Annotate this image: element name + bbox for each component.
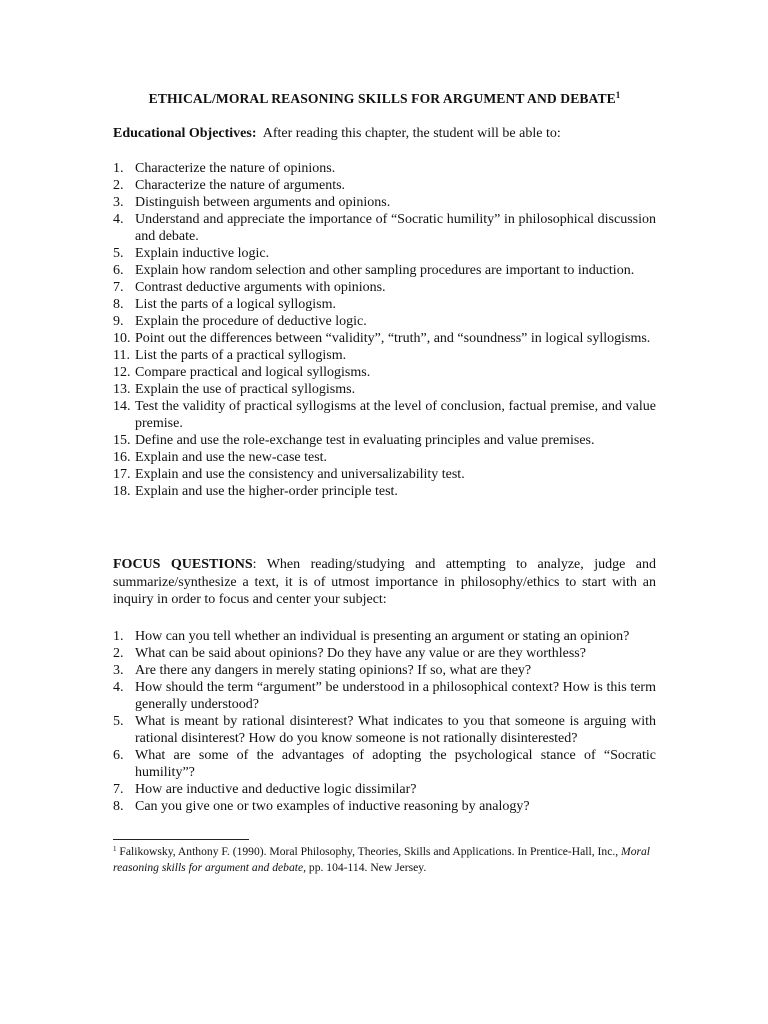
- list-item-text: Explain and use the consistency and universalizability test.: [135, 467, 465, 482]
- questions-list: [113, 628, 656, 815]
- list-item-text: Characterize the nature of opinions.: [135, 161, 336, 176]
- objective-item: [113, 466, 656, 483]
- page-title: [113, 91, 656, 107]
- question-item: [113, 628, 656, 645]
- list-item-number: 4.: [113, 212, 124, 227]
- list-item-text: List the parts of a logical syllogism.: [135, 297, 337, 312]
- objective-item: [113, 262, 656, 279]
- objective-item: [113, 364, 656, 381]
- list-item-number: 12.: [113, 365, 131, 380]
- list-item-text: What is meant by rational disinterest? What indicates to you that someone is arguing with rational disinterest? How do you know someone is not rationally disinterested?: [135, 714, 656, 746]
- list-item-number: 1.: [113, 161, 124, 176]
- list-item-text: Explain and use the higher-order principle test.: [135, 484, 398, 499]
- list-item-text: Test the validity of practical syllogisms at the level of conclusion, factual premise, and value premise.: [135, 399, 656, 431]
- list-item-number: 4.: [113, 680, 124, 695]
- list-item-number: 8.: [113, 799, 124, 814]
- list-item-number: 8.: [113, 297, 124, 312]
- list-item-number: 7.: [113, 280, 124, 295]
- objective-item: [113, 449, 656, 466]
- list-item-text: Point out the differences between “validity”, “truth”, and “soundness” in logical syllogisms.: [135, 331, 651, 346]
- objective-item: [113, 279, 656, 296]
- question-item: [113, 662, 656, 679]
- list-item-text: Explain inductive logic.: [135, 246, 270, 261]
- list-item-text: How are inductive and deductive logic dissimilar?: [135, 782, 417, 797]
- list-item-text: Explain how random selection and other sampling procedures are important to induction.: [135, 263, 635, 278]
- objective-item: [113, 432, 656, 449]
- list-item-number: 3.: [113, 663, 124, 678]
- list-item-text: List the parts of a practical syllogism.: [135, 348, 347, 363]
- list-item-number: 5.: [113, 714, 124, 729]
- list-item-number: 7.: [113, 782, 124, 797]
- question-item: [113, 747, 656, 781]
- list-item-number: 14.: [113, 399, 131, 414]
- objective-item: [113, 211, 656, 245]
- list-item-text: How can you tell whether an individual is presenting an argument or stating an opinion?: [135, 629, 630, 644]
- objective-item: [113, 296, 656, 313]
- list-item-number: 18.: [113, 484, 131, 499]
- footnote-mark: 1: [113, 845, 117, 853]
- objective-item: [113, 177, 656, 194]
- list-item-number: 6.: [113, 263, 124, 278]
- list-item-text: Distinguish between arguments and opinions.: [135, 195, 391, 210]
- title-text: ETHICAL/MORAL REASONING SKILLS FOR ARGUMENT AND DEBATE: [148, 91, 616, 106]
- list-item-number: 13.: [113, 382, 131, 397]
- title-footnote-mark: 1: [615, 90, 621, 100]
- question-item: [113, 645, 656, 662]
- question-item: [113, 713, 656, 747]
- list-item-text: Define and use the role-exchange test in evaluating principles and value premises.: [135, 433, 595, 448]
- list-item-number: 1.: [113, 629, 124, 644]
- objectives-label: Educational Objectives:: [113, 126, 257, 141]
- footnote-text-after: pp. 104-114. New Jersey.: [306, 861, 427, 874]
- footnote: [113, 844, 656, 876]
- footnote-divider: [113, 839, 249, 840]
- objective-item: [113, 347, 656, 364]
- footnote-text: Falikowsky, Anthony F. (1990). Moral Philosophy, Theories, Skills and Applications. In Prentice-Hall, Inc.,: [119, 845, 622, 858]
- list-item-number: 15.: [113, 433, 131, 448]
- focus-intro-text: : When reading/studying and attempting to analyze, judge and summarize/synthesize a text, it is of utmost importance in philosophy/ethics to start with an inquiry in order to focus and center your subject:: [113, 557, 656, 607]
- focus-questions-intro: [113, 556, 656, 609]
- list-item-text: What are some of the advantages of adopting the psychological stance of “Socratic humility”?: [135, 748, 656, 780]
- list-item-text: Explain the use of practical syllogisms.: [135, 382, 356, 397]
- list-item-number: 9.: [113, 314, 124, 329]
- objectives-heading: [113, 126, 656, 142]
- list-item-number: 16.: [113, 450, 131, 465]
- list-item-text: What can be said about opinions? Do they have any value or are they worthless?: [135, 646, 586, 661]
- list-item-number: 10.: [113, 331, 131, 346]
- objectives-intro: After reading this chapter, the student will be able to:: [262, 126, 561, 141]
- objective-item: [113, 245, 656, 262]
- objective-item: [113, 194, 656, 211]
- focus-label: FOCUS QUESTIONS: [113, 557, 253, 572]
- list-item-number: 5.: [113, 246, 124, 261]
- list-item-text: Can you give one or two examples of inductive reasoning by analogy?: [135, 799, 530, 814]
- question-item: [113, 781, 656, 798]
- list-item-text: How should the term “argument” be understood in a philosophical context? How is this term generally understood?: [135, 680, 656, 712]
- list-item-text: Understand and appreciate the importance of “Socratic humility” in philosophical discussion and debate.: [135, 212, 656, 244]
- objective-item: [113, 381, 656, 398]
- list-item-number: 11.: [113, 348, 130, 363]
- list-item-number: 17.: [113, 467, 131, 482]
- footnote-italic: Moral reasoning skills for argument and debate,: [113, 845, 651, 874]
- objectives-list: [113, 160, 656, 500]
- list-item-text: Compare practical and logical syllogisms.: [135, 365, 371, 380]
- list-item-text: Explain the procedure of deductive logic.: [135, 314, 367, 329]
- objective-item: [113, 483, 656, 500]
- list-item-text: Characterize the nature of arguments.: [135, 178, 346, 193]
- list-item-text: Are there any dangers in merely stating opinions? If so, what are they?: [135, 663, 532, 678]
- objective-item: [113, 313, 656, 330]
- list-item-text: Explain and use the new-case test.: [135, 450, 328, 465]
- list-item-number: 6.: [113, 748, 124, 763]
- list-item-number: 2.: [113, 646, 124, 661]
- objective-item: [113, 330, 656, 347]
- objective-item: [113, 398, 656, 432]
- objective-item: [113, 160, 656, 177]
- question-item: [113, 798, 656, 815]
- list-item-text: Contrast deductive arguments with opinions.: [135, 280, 386, 295]
- list-item-number: 3.: [113, 195, 124, 210]
- list-item-number: 2.: [113, 178, 124, 193]
- question-item: [113, 679, 656, 713]
